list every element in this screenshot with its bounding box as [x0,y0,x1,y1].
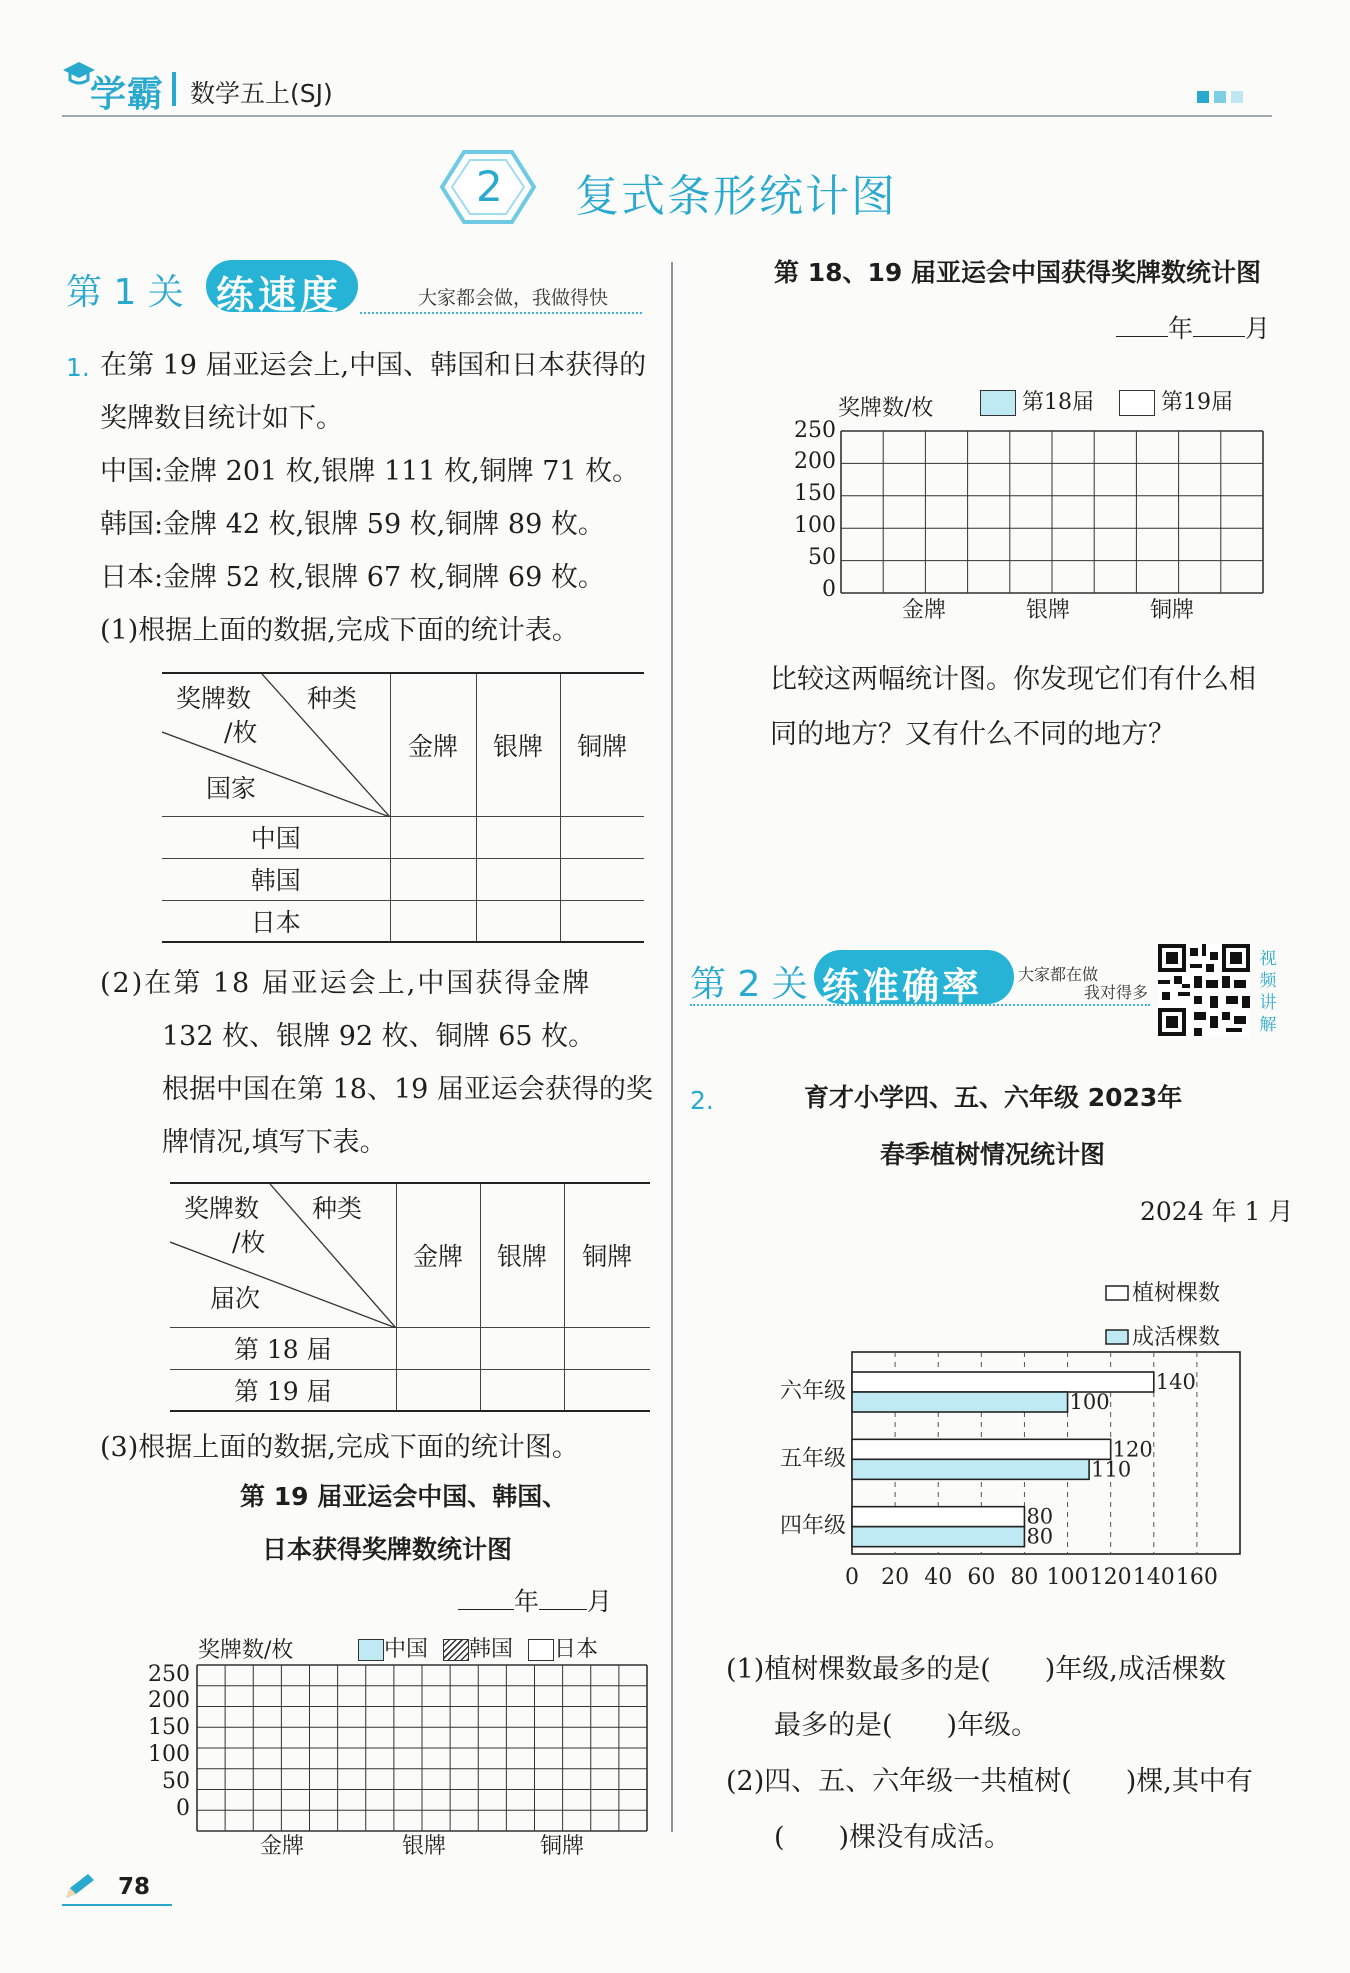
table2-row-18: 第 18 届 [170,1327,396,1369]
chart1-title-line1: 第 19 届亚运会中国、韩国、 [240,1482,568,1511]
table1-row-japan: 日本 [162,900,390,942]
table1-corner-kind: 种类 [307,684,358,713]
brand-divider [172,72,176,106]
right-chart-ytick: 250 [794,418,836,443]
table1-col-gold: 金牌 [390,673,476,816]
legend-korea: 韩国 [469,1637,514,1662]
right-chart-date [1116,314,1270,344]
page-number: 78 [118,1874,151,1900]
right-chart-ytick: 0 [822,577,836,602]
table2-col-gold: 金牌 [396,1183,480,1327]
level2-tagline-1: 大家都在做 [1018,965,1099,984]
compare-question-line2: 同的地方？又有什么不同的地方？ [770,719,1175,750]
q1-korea-data: 韩国:金牌 42 枚,银牌 59 枚,铜牌 89 枚。 [100,509,605,540]
q2-chart-title-line2: 春季植树情况统计图 [880,1140,1106,1169]
right-chart-month: 月 [1245,314,1271,343]
header-rule [62,115,1272,117]
page-title: 复式条形统计图 [575,171,897,222]
q1-intro-line1: 在第 19 届亚运会上,中国、韩国和日本获得的 [100,350,647,381]
table2-corner-unit: /枚 [232,1228,266,1257]
chart1-empty-grid[interactable] [196,1664,648,1832]
legend-label: 植树棵数 [1132,1281,1221,1306]
bar [852,1392,1068,1412]
table1-corner-country: 国家 [206,774,257,803]
header-dots [1197,88,1243,107]
q1-part1: (1)根据上面的数据,完成下面的统计表。 [100,615,579,646]
category-label: 五年级 [779,1446,846,1472]
table2-row-19: 第 19 届 [170,1369,396,1411]
x-tick-label: 100 [1046,1565,1089,1590]
table1-corner-count: 奖牌数 [176,684,252,713]
table2-col-silver: 银牌 [480,1183,564,1327]
q2-sub1-line1: (1)植树棵数最多的是( )年级,成活棵数 [726,1654,1226,1685]
legend-china: 中国 [384,1637,429,1662]
table1-cell[interactable] [560,858,644,900]
table2-corner-header [170,1183,396,1327]
value-label: 110 [1091,1457,1132,1482]
level1-badge-text: 练速度 [216,273,343,317]
legend-label: 成活棵数 [1132,1325,1221,1350]
x-tick-label: 20 [881,1565,910,1590]
medal-table-1 [162,672,644,943]
right-chart-cat-gold: 金牌 [902,598,947,623]
level1-label: 第 1 关 [66,272,184,313]
table1-corner-header [162,673,390,816]
value-label: 140 [1155,1370,1196,1394]
q1-number: 1. [66,353,90,382]
right-chart-year: 年 [1168,314,1194,343]
level2-tagline-2: 我对得多 [1084,983,1149,1002]
table1-row-china: 中国 [162,816,390,858]
bar [852,1527,1024,1547]
chart1-ytick: 250 [148,1662,190,1687]
category-label: 六年级 [779,1379,846,1404]
chart1-date [458,1587,612,1617]
q2-sub2-line2: ( )棵没有成活。 [774,1822,1012,1853]
level1-dotted-line [360,312,642,314]
legend-18-swatch [980,390,1016,416]
right-chart-cat-bronze: 铜牌 [1150,598,1195,623]
x-tick-label: 40 [924,1565,953,1590]
legend-swatch [1106,1286,1128,1300]
right-chart-ylabel: 奖牌数/枚 [838,396,934,421]
legend-18: 第18届 [1022,390,1094,415]
video-explain-label [1256,948,1280,1036]
table2-cell[interactable] [564,1369,650,1411]
table1-col-bronze: 铜牌 [560,673,644,816]
table1-cell[interactable] [560,816,644,858]
right-chart-ytick: 50 [808,545,836,570]
chart1-ytick: 100 [148,1742,190,1767]
right-chart-title: 第 18、19 届亚运会中国获得奖牌数统计图 [774,258,1261,287]
q2-sub1-line2: 最多的是( )年级。 [774,1710,1039,1741]
chart1-title-line2: 日本获得奖牌数统计图 [262,1535,513,1564]
table1-cell[interactable] [390,816,476,858]
column-divider [671,262,673,1832]
x-tick-label: 160 [1175,1565,1218,1590]
right-chart-ytick: 150 [794,481,836,506]
chart1-cat-silver: 银牌 [402,1834,447,1859]
section-number: 2 [476,162,503,211]
chart1-legend [358,1637,598,1663]
brand-logo: 学霸 [90,74,165,115]
table2-cell[interactable] [396,1369,480,1411]
q1-part2-line3: 根据中国在第 18、19 届亚运会获得的奖 [162,1074,653,1105]
medal-table-2 [170,1182,650,1412]
chart1-ytick: 150 [148,1715,190,1740]
table1-cell[interactable] [390,900,476,942]
table1-cell[interactable] [476,816,560,858]
table1-row-korea: 韩国 [162,858,390,900]
footer-rule [62,1904,172,1906]
value-label: 80 [1026,1524,1054,1549]
q1-intro-line2: 奖牌数目统计如下。 [100,403,343,434]
q1-part3: (3)根据上面的数据,完成下面的统计图。 [100,1432,579,1463]
legend-19: 第19届 [1161,390,1233,415]
level2-label: 第 2 关 [690,964,808,1005]
table2-corner-session: 届次 [210,1284,261,1313]
table2-cell[interactable] [396,1327,480,1369]
chart1-ytick: 200 [148,1688,190,1713]
bar [852,1372,1154,1392]
chart1-ylabel: 奖牌数/枚 [198,1638,294,1663]
table1-cell[interactable] [560,900,644,942]
chart1-cat-bronze: 铜牌 [540,1834,585,1859]
bar [852,1507,1024,1527]
table2-cell[interactable] [564,1327,650,1369]
video-char: 视 [1259,949,1277,969]
pencil-icon [62,1872,96,1902]
value-label: 100 [1069,1390,1110,1414]
q2-chart-title-line1: 育才小学四、五、六年级 2023年 [804,1083,1183,1112]
right-chart-legend [980,390,1233,416]
value-label: 120 [1112,1437,1153,1462]
book-title: 数学五上(SJ) [190,79,333,108]
table2-cell[interactable] [480,1369,564,1411]
q2-number: 2. [690,1086,714,1115]
q2-chart-date: 2024 年 1 月 [1140,1197,1294,1226]
right-chart-cat-silver: 银牌 [1026,598,1071,623]
table1-col-silver: 银牌 [476,673,560,816]
x-tick-label: 140 [1132,1565,1175,1590]
header [62,60,1272,120]
q1-part2-line4: 牌情况,填写下表。 [162,1127,387,1158]
video-char: 频 [1259,971,1277,991]
bar [852,1459,1089,1479]
legend-japan-swatch [528,1639,554,1661]
chart1-year: 年 [514,1587,540,1616]
compare-question-line1: 比较这两幅统计图。你发现它们有什么相 [770,664,1256,695]
table2-corner-count: 奖牌数 [184,1194,260,1223]
table2-col-bronze: 铜牌 [564,1183,650,1327]
legend-china-swatch [358,1639,384,1661]
table2-cell[interactable] [480,1327,564,1369]
level2-badge-text: 练准确率 [822,965,982,1008]
q1-japan-data: 日本:金牌 52 枚,银牌 67 枚,铜牌 69 枚。 [100,562,605,593]
chart1-ytick: 50 [162,1769,190,1794]
right-chart-ytick: 100 [794,513,836,538]
chart1-cat-gold: 金牌 [260,1834,305,1859]
table1-corner-unit: /枚 [224,718,258,747]
level1-tagline: 大家都会做，我做得快 [418,287,609,309]
category-label: 四年级 [779,1513,846,1539]
legend-swatch [1106,1330,1128,1344]
table1-cell[interactable] [390,858,476,900]
x-tick-label: 80 [1010,1565,1039,1590]
q1-china-data: 中国:金牌 201 枚,银牌 111 枚,铜牌 71 枚。 [100,456,640,487]
q1-part2-line2: 132 枚、银牌 92 枚、铜牌 65 枚。 [162,1021,596,1052]
level2-dotted-line [690,1004,1150,1006]
right-chart-empty-grid[interactable] [840,430,1264,594]
chart1-ytick: 0 [176,1796,190,1821]
legend-19-swatch [1119,390,1155,416]
legend-japan: 日本 [554,1637,599,1662]
legend-korea-swatch [443,1639,469,1661]
q1-part2-line1: (2)在第 18 届亚运会上,中国获得金牌 [100,968,592,999]
x-tick-label: 120 [1089,1565,1132,1590]
right-chart-ytick: 200 [794,449,836,474]
table1-cell[interactable] [476,900,560,942]
x-tick-label: 60 [967,1565,996,1590]
x-tick-label: 0 [845,1565,859,1590]
q2-sub2-line1: (2)四、五、六年级一共植树( )棵,其中有 [726,1766,1253,1797]
planting-bar-chart [760,1262,1280,1622]
table2-corner-kind: 种类 [312,1194,363,1223]
video-char: 解 [1259,1015,1277,1035]
bar [852,1439,1111,1459]
chart1-month: 月 [587,1587,613,1616]
table1-cell[interactable] [476,858,560,900]
value-label: 80 [1026,1504,1054,1529]
video-char: 讲 [1259,993,1277,1013]
qr-code-icon[interactable] [1158,944,1250,1036]
